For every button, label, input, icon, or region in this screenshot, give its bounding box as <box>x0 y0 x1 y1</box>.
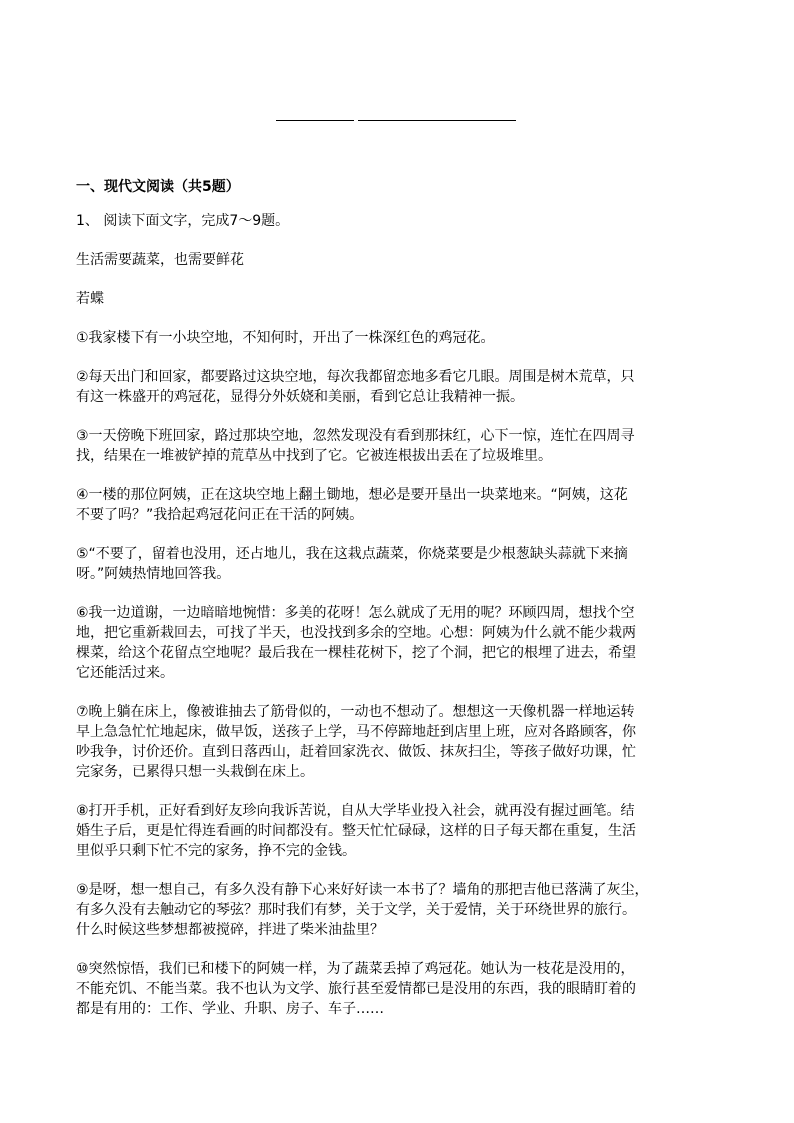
paragraph-line: ⑨是呀，想一想自己，有多久没有静下心来好好读一本书了？墙角的那把吉他已落满了灰尘， <box>76 882 649 898</box>
paragraph-3 <box>76 426 720 466</box>
paragraph-line: 里似乎只剩下忙不完的家务，挣不完的金钱。 <box>76 843 356 859</box>
paragraph-line: 什么时候这些梦想都被搅碎，拌进了柴米油盐里？ <box>76 922 384 938</box>
paragraph-line: 有多久没有去触动它的琴弦？那时我们有梦，关于文学，关于爱情，关于环绕世界的旅行。 <box>76 902 636 918</box>
paragraph-line: 都是有用的：工作、学业、升职、房子、车子…… <box>76 1001 384 1017</box>
paragraph-line: ①我家楼下有一小块空地，不知何时，开出了一株深红色的鸡冠花。 <box>76 330 495 346</box>
paragraph-line: 婚生子后，更是忙得连看画的时间都没有。整天忙忙碌碌，这样的日子每天都在重复，生活 <box>76 823 636 839</box>
paragraph-line: 找，结果在一堆被铲掉的荒草丛中找到了它。它被连根拔出丢在了垃圾堆里。 <box>76 448 552 464</box>
paragraph-9 <box>76 880 720 940</box>
section-heading: 一、现代文阅读（共5题） <box>76 179 240 195</box>
paragraph-line: 吵我争，讨价还价。直到日落西山，赶着回家洗衣、做饭、抹灰扫尘，等孩子做好功课，忙 <box>76 744 636 760</box>
paragraph-5 <box>76 544 720 584</box>
article-paragraphs <box>76 328 720 1019</box>
paragraph-line: 不要了吗？”我拾起鸡冠花问正在干活的阿姨。 <box>76 507 364 523</box>
article-title: 生活需要蔬菜，也需要鲜花 <box>76 252 244 268</box>
paragraph-line: 不能充饥、不能当菜。我不也认为文学、旅行甚至爱情都已是没用的东西，我的眼睛盯着的 <box>76 981 636 997</box>
paragraph-1 <box>76 328 720 348</box>
paragraph-line: 呀。”阿姨热情地回答我。 <box>76 566 231 582</box>
paragraph-line: ④一楼的那位阿姨，正在这块空地上翻土锄地，想必是要开垦出一块菜地来。“阿姨，这花 <box>76 487 628 503</box>
article-author: 若蝶 <box>76 291 104 307</box>
name-blanks <box>276 110 516 121</box>
paragraph-line: ⑥我一边道谢，一边暗暗地惋惜：多美的花呀！怎么就成了无用的呢？环顾四周，想找个空 <box>76 605 635 621</box>
paragraph-line: 地，把它重新栽回去，可找了半天，也没找到多余的空地。心想：阿姨为什么就不能少栽两 <box>76 625 636 641</box>
paragraph-line: ②每天出门和回家，都要路过这块空地，每次我都留恋地多看它几眼。周围是树木荒草，只 <box>76 369 635 385</box>
paragraph-7 <box>76 702 720 782</box>
paragraph-line: 它还能活过来。 <box>76 665 174 681</box>
blank-line-2 <box>358 110 516 121</box>
paragraph-line: 有这一株盛开的鸡冠花，显得分外妖娆和美丽，看到它总让我精神一振。 <box>76 389 524 405</box>
paragraph-line: ⑩突然惊悟，我们已和楼下的阿姨一样，为了蔬菜丢掉了鸡冠花。她认为一枝花是没用的， <box>76 961 635 977</box>
paragraph-line: ⑦晚上躺在床上，像被谁抽去了筋骨似的，一动也不想动了。想想这一天像机器一样地运转 <box>76 704 635 720</box>
paragraph-line: 棵菜，给这个花留点空地呢？最后我在一棵桂花树下，挖了个洞，把它的根埋了进去，希望 <box>76 645 636 661</box>
paragraph-4 <box>76 485 720 525</box>
paragraph-line: 完家务，已累得只想一头栽倒在床上。 <box>76 764 314 780</box>
paragraph-line: ③一天傍晚下班回家，路过那块空地，忽然发现没有看到那抹红，心下一惊，连忙在四周寻 <box>76 428 635 444</box>
paragraph-2 <box>76 367 720 407</box>
paragraph-8 <box>76 801 720 861</box>
paragraph-line: ⑤“不要了，留着也没用，还占地儿，我在这栽点蔬菜，你烧菜要是少根葱缺头蒜就下来摘 <box>76 546 628 562</box>
paragraph-6 <box>76 603 720 683</box>
blank-line-1 <box>276 110 354 121</box>
paragraph-line: ⑧打开手机，正好看到好友珍向我诉苦说，自从大学毕业投入社会，就再没有握过画笔。结 <box>76 803 635 819</box>
question-text: 1、 阅读下面文字，完成7～9题。 <box>76 213 290 229</box>
document-body <box>76 176 720 1038</box>
paragraph-line: 早上急急忙忙地起床，做早饭，送孩子上学，马不停蹄地赶到店里上班，应对各路顾客，你 <box>76 724 636 740</box>
paragraph-10 <box>76 959 720 1019</box>
